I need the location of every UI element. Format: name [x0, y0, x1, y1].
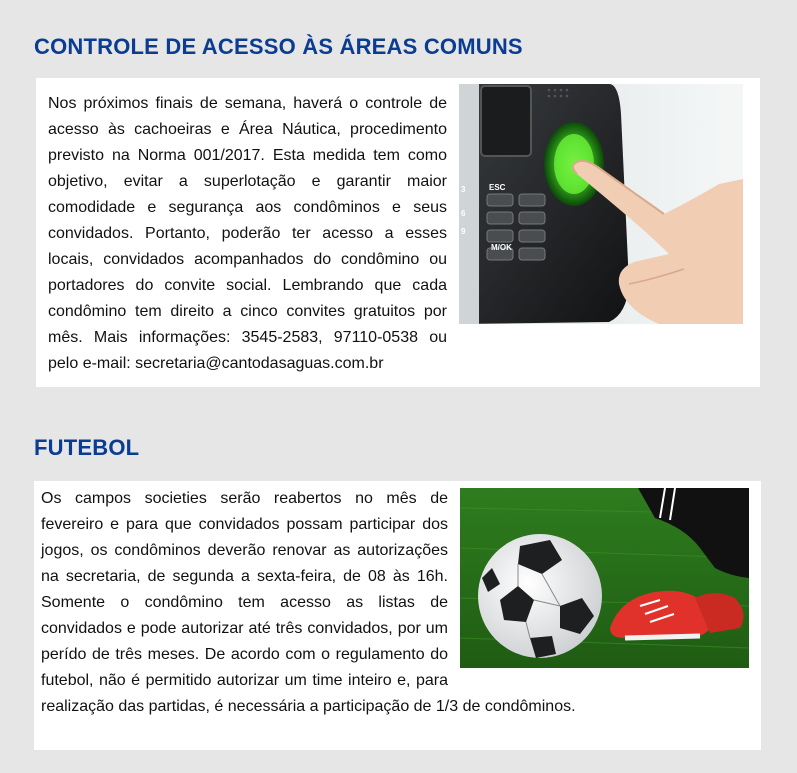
section-title-football: FUTEBOL — [34, 435, 140, 460]
section-title-access-control: CONTROLE DE ACESSO ÀS ÁREAS COMUNS — [34, 34, 523, 59]
access-control-text: Nos próximos finais de semana, haverá o controle de acesso às cachoeiras e Área Náutica, procedimento previsto na Norma 001/2017. Esta medida tem como objetivo, evitar a superlotação e garantir maior comodidade e segurança aos condôminos e seus convidados. Portanto, poderão ter acesso a esses locais, convidados acompanhados do condômino ou portadores do convite social. Lembrando que cada condômino tem direito a cinco convites gratuitos por mês. Mais informações: 3545-2583, 97110-0538 ou pelo e-mail: secretaria@cantodasaguas.com.br — [48, 95, 447, 372]
keypad-key-label: 6 — [461, 209, 466, 218]
soccer-ball-photo — [460, 488, 749, 668]
fingerprint-scanner-photo — [459, 84, 743, 324]
keypad-key-label: M/OK — [491, 243, 512, 252]
keypad-key-label: ESC — [489, 183, 506, 192]
football-text: Os campos societies serão reabertos no mês de fevereiro e para que convidados possam participar dos jogos, os condôminos deverão renovar as autorizações na secretaria, de segunda a sexta-feira, de 08 às 16h. Somente o condômino tem acesso as listas de convidados e pode autorizar até três convidados, por um perído de três meses. De acordo com o regulamento do futebol, não é permitido autorizar um time inteiro e, para realização das partidas, é necessária a participação de 1/3 de condôminos. — [41, 490, 576, 715]
keypad-key-label: 3 — [461, 185, 466, 194]
access-control-card — [36, 78, 760, 387]
football-card — [34, 481, 761, 750]
keypad-key-label: 9 — [461, 227, 466, 236]
